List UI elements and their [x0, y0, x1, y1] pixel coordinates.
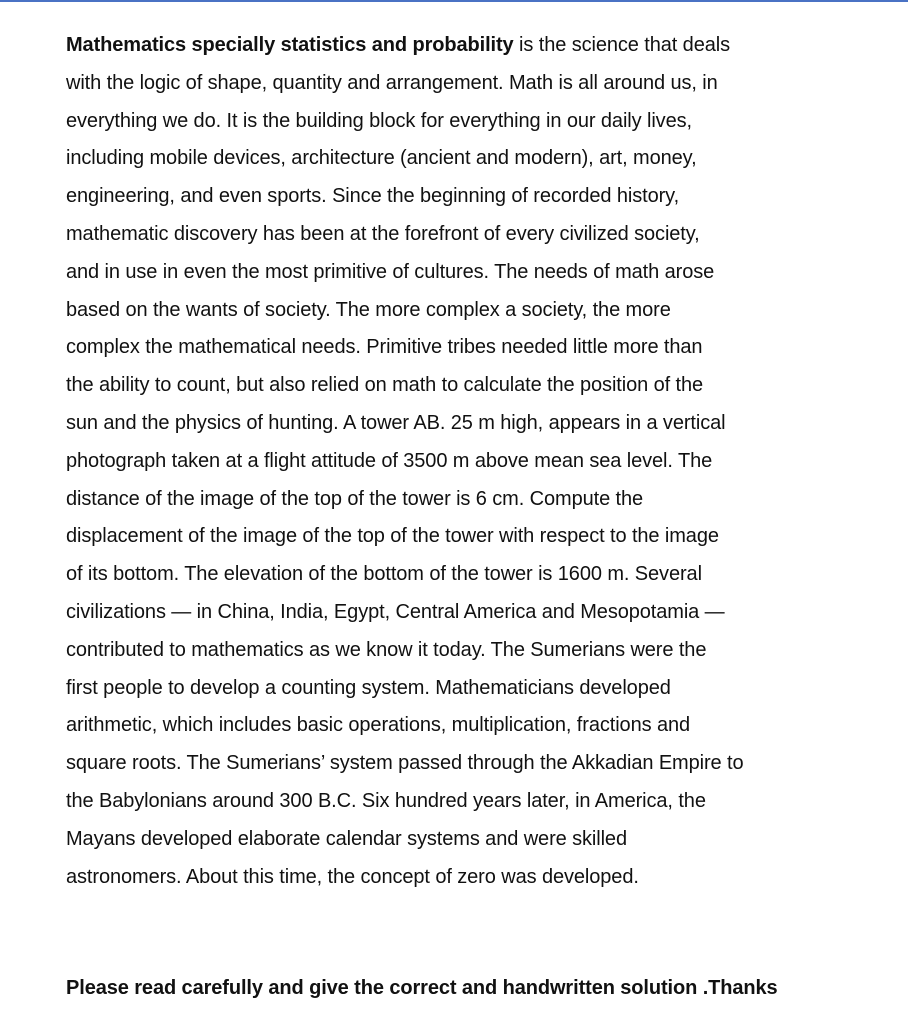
paragraph-line: contributed to mathematics as we know it today. The Sumerians were the: [66, 638, 707, 661]
paragraph-line: distance of the image of the top of the tower is 6 cm. Compute the: [66, 487, 644, 510]
paragraph-line: mathematic discovery has been at the forefront of every civilized society,: [66, 222, 700, 245]
paragraph-line: [66, 27, 851, 65]
paragraph-line: complex the mathematical needs. Primitive tribes needed little more than: [66, 336, 703, 359]
paragraph-line: astronomers. About this time, the concept of zero was developed.: [66, 865, 639, 888]
paragraph-line: of its bottom. The elevation of the bottom of the tower is 1600 m. Several: [66, 563, 702, 586]
paragraph-line: engineering, and even sports. Since the beginning of recorded history,: [66, 185, 680, 208]
top-border-line: [0, 0, 908, 2]
paragraph-line: Mayans developed elaborate calendar systems and were skilled: [66, 827, 627, 850]
paragraph-line: photograph taken at a flight attitude of 3500 m above mean sea level. The: [66, 449, 713, 472]
line-text: is the science that deals: [513, 34, 730, 56]
paragraph-line: everything we do. It is the building block for everything in our daily lives,: [66, 109, 692, 132]
paragraph-line: including mobile devices, architecture (ancient and modern), art, money,: [66, 147, 697, 170]
request-note: Please read carefully and give the correct and handwritten solution .Thanks: [66, 977, 778, 999]
paragraph-line: square roots. The Sumerians’ system passed through the Akkadian Empire to: [66, 752, 744, 775]
paragraph-line: civilizations — in China, India, Egypt, Central America and Mesopotamia —: [66, 600, 725, 623]
paragraph-line: displacement of the image of the top of the tower with respect to the image: [66, 525, 719, 548]
lead-phrase: Mathematics specially statistics and probability: [66, 34, 514, 56]
paragraph-line: the ability to count, but also relied on math to calculate the position of the: [66, 374, 704, 397]
paragraph-line: arithmetic, which includes basic operations, multiplication, fractions and: [66, 714, 691, 737]
paragraph-line: first people to develop a counting system. Mathematicians developed: [66, 676, 671, 699]
paragraph-line: with the logic of shape, quantity and arrangement. Math is all around us, in: [66, 71, 718, 94]
body-paragraph: [66, 27, 851, 896]
paragraph-line: based on the wants of society. The more complex a society, the more: [66, 298, 671, 321]
paragraph-line: and in use in even the most primitive of cultures. The needs of math arose: [66, 260, 715, 283]
paragraph-line: sun and the physics of hunting. A tower AB. 25 m high, appears in a vertical: [66, 411, 726, 434]
paragraph-line: the Babylonians around 300 B.C. Six hundred years later, in America, the: [66, 789, 706, 812]
